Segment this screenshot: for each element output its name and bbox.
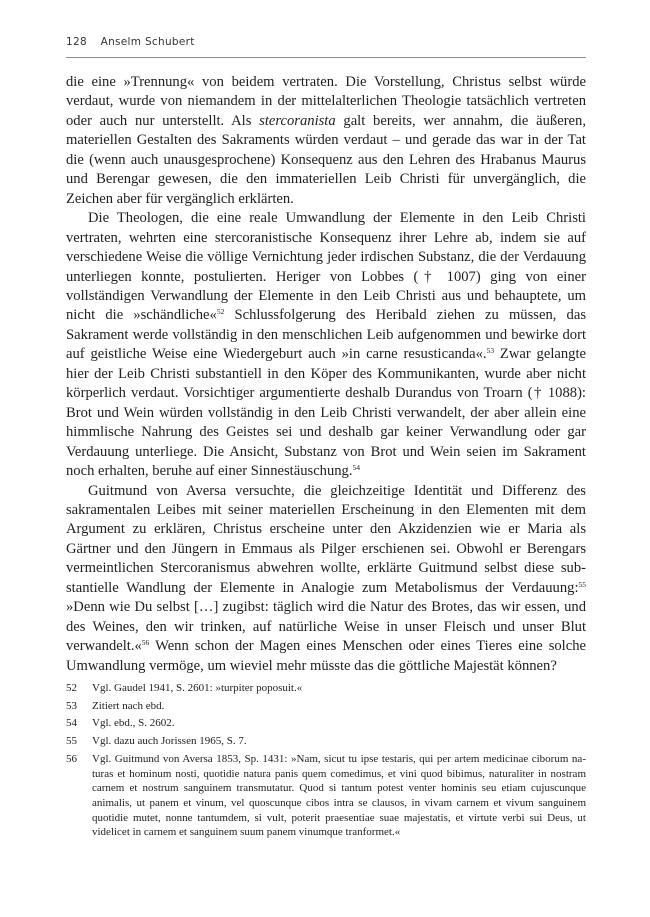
paragraph [66, 209, 586, 481]
footnote [66, 681, 586, 696]
paragraph [66, 73, 586, 209]
text-segment: Zwar gelangte hier der Leib Christi substantiell in den Köper des Kommunikanten, wurde aber nicht körperlich verdaut. Vorsichtiger argumentierte deshalb Durandus von Troarn († 1088): Brot und Wein würden vollständig in den Leib Christi verwandelt, der aber allein eine himmlische Nahrung des Geistes sei und deshalb gar keiner Verwandlung oder gar Verdauung unterliege. Die Ansicht, Substanz von Brot und Wein seien im Sakrament noch erhalten, beruhe auf einer Sinnestäuschung. [66, 346, 586, 480]
body-text [66, 73, 586, 676]
page-number: 128 [66, 36, 87, 48]
footnote-text: Zitiert nach ebd. [92, 699, 165, 712]
text-segment: »Denn wie Du selbst […] zugibst: täglich wird die Natur des Brotes, das wir essen, und des Weines, den wir trinken, auf natürliche Weise in unser Fleisch und unser Blut verwandelt.« [66, 599, 586, 655]
footnote-number: 56 [66, 752, 77, 765]
text-segment: galt bereits, wer annahm, die äußeren, materiellen Gestalten des Sakraments würden verdaut – und gerade das war in der Tat die (wenn auch unausgesprochene) Konsequenz aus den Lehren des Hrabanus Maurus und Berengar gewesen, die den immateriellen Leib Christi für unvergänglich, die Zeichen aber für vergänglich erklärten. [66, 112, 586, 207]
text-segment: die eine »Trennung« von beidem vertraten. Die Vorstellung, Christus selbst würde verdaut, wurde von niemandem in der mittelalterlichen Theologie tatsächlich vertreten oder auch nur unterstellt. Als [66, 74, 586, 129]
text-segment: Wenn schon der Magen eines Menschen oder eines Tieres eine solche Umwandlung vermöge, um wieviel mehr müsste das die göttliche Majestät können? [66, 638, 586, 674]
footnotes [66, 681, 586, 843]
footnote-text: Vgl. Gaudel 1941, S. 2601: »turpiter poposuit.« [92, 682, 303, 694]
footnote-marker: 53 [486, 346, 495, 356]
footnote [66, 752, 586, 840]
footnote-number: 53 [66, 699, 77, 712]
footnote-number: 54 [66, 717, 77, 730]
footnote [66, 734, 586, 749]
footnote-text: Vgl. Guitmund von Aversa 1853, Sp. 1431: »Nam, sicut tu ipse testaris, qui per artem medicinae ciborum naturas et hominum nosti, quotidie natura panis quem comedimus, et vini quod bibimus, naturaliter in nostram carnem et nostrum sanguinem transmutatur. Quod si tantum potest venter hominis seu etiam cujuscunque animalis, ut panem et vinum, vel quoscunque cibos intra se clausos, in vivam carnem et vivum sanguinem quotidie mutet, nonne tantumdem, si vult, poterit praesentiae suae majestatis, et virtute verbi sui Deus, ut videlicet in carnem et sanguinem suum panem vinumque tranformet.« [92, 752, 586, 839]
text-segment: Schlussfolgerung des Heribald ziehen zu müssen, das Sakrament werde vollständig in den menschlichen Leib aufgenommen und bewirke dort auf geistliche Weise eine Wiedergeburt auch »in carne resusticanda«. [66, 307, 586, 363]
footnote [66, 716, 586, 731]
footnote-number: 52 [66, 682, 77, 694]
italic-term: stercoranista [259, 112, 336, 129]
text-segment: Guitmund von Aversa versuchte, die gleichzeitige Identität und Differenz des sakramentalen Leibes mit seiner materiellen Erscheinung in den Elementen mit dem Argument zu erklären, Christus erscheine unter den Akzidenzien wie er Maria als Gärtner und den Jüngern in Emmaus als Pilger erschienen sei. Obwohl er Berengars vermeintlichen Stercoranismus abwehren wollte, erklärte Guitmund selbst diese substantielle Wandlung der Elemente in Analogie zum Metabolismus der Verdauung: [66, 482, 586, 596]
footnote-text: Vgl. dazu auch Jorissen 1965, S. 7. [92, 735, 247, 748]
paragraph [66, 482, 586, 677]
footnote-marker: 55 [578, 579, 586, 589]
footnote-marker: 56 [141, 638, 150, 648]
footnote-marker: 54 [352, 463, 361, 473]
running-header [66, 36, 586, 58]
running-head-author: Anselm Schubert [100, 36, 195, 48]
footnote-marker: 52 [216, 307, 225, 317]
footnote-text: Vgl. ebd., S. 2602. [92, 717, 175, 730]
footnote [66, 699, 586, 714]
text-segment: Die Theologen, die eine reale Umwandlung der Elemente in den Leib Christi vertraten, wehrten eine stercoranistische Konsequenz ihrer Lehre ab, indem sie auf verschiedene Weise die völlige Vernichtung jeder irdischen Substanz, die der Verdauung unterliegen konnte, postulierten. Heriger von Lobbes († 1007) ging von einer vollständigen Verwandlung der Elemente in den Leib Christi aus und behauptete, um nicht die »schändliche« [66, 210, 586, 324]
footnote-number: 55 [66, 735, 77, 748]
